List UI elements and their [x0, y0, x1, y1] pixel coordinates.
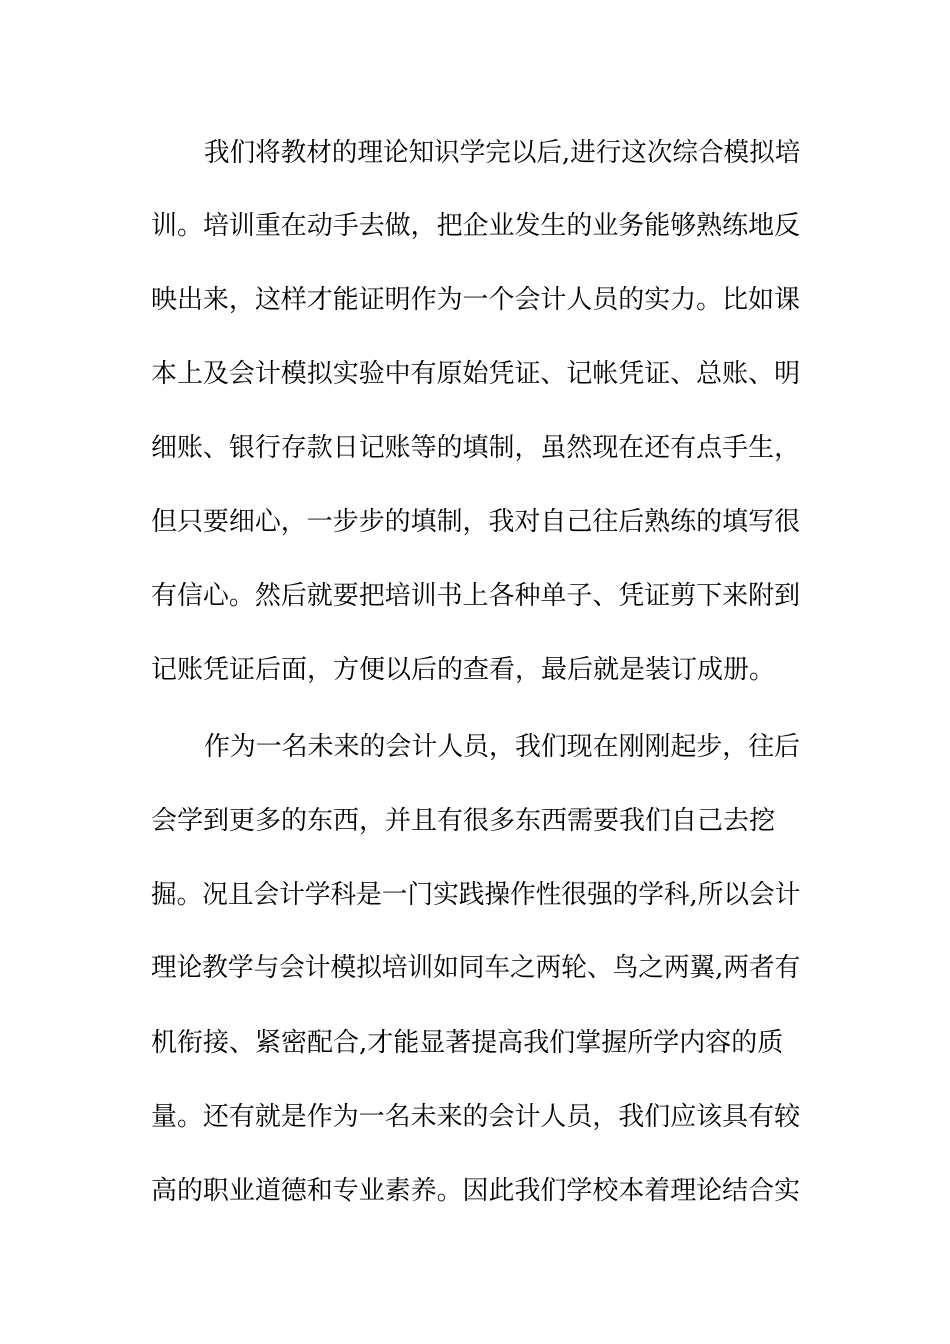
text-line [0, 801, 950, 841]
text-line [0, 206, 950, 246]
line-text: 作为一名未来的会计人员，我们现在刚刚起步，往后 [204, 732, 801, 762]
text-line [0, 727, 950, 767]
text-line [0, 354, 950, 394]
line-text: 会学到更多的东西，并且有很多东西需要我们自己去挖 [151, 806, 776, 836]
text-line [0, 428, 950, 468]
line-text: 有信心。然后就要把培训书上各种单子、凭证剪下来附到 [151, 581, 801, 611]
text-line [0, 576, 950, 616]
line-text: 记账凭证后面，方便以后的查看，最后就是装订成册。 [151, 655, 776, 685]
line-text: 映出来，这样才能证明作为一个会计人员的实力。比如课 [151, 285, 801, 315]
text-line [0, 1023, 950, 1063]
line-text: 量。还有就是作为一名未来的会计人员，我们应该具有较 [151, 1102, 801, 1132]
line-text: 机衔接、紧密配合,才能显著提高我们掌握所学内容的质 [151, 1028, 784, 1058]
text-line [0, 1171, 950, 1211]
text-line [0, 133, 950, 173]
line-text: 掘。况且会计学科是一门实践操作性很强的学科,所以会计 [151, 880, 801, 910]
line-text: 但只要细心，一步步的填制，我对自己往后熟练的填写很 [151, 507, 801, 537]
text-line [0, 1097, 950, 1137]
line-text: 我们将教材的理论知识学完以后,进行这次综合模拟培 [204, 138, 801, 168]
text-line [0, 948, 950, 988]
line-text: 理论教学与会计模拟培训如同车之两轮、鸟之两翼,两者有 [151, 953, 801, 983]
text-line [0, 650, 950, 690]
line-text: 本上及会计模拟实验中有原始凭证、记帐凭证、总账、明 [151, 359, 801, 389]
text-line [0, 502, 950, 542]
text-line [0, 280, 950, 320]
line-text: 细账、银行存款日记账等的填制，虽然现在还有点手生， [151, 433, 801, 463]
line-text: 训。培训重在动手去做，把企业发生的业务能够熟练地反 [151, 211, 801, 241]
text-line [0, 875, 950, 915]
line-text: 高的职业道德和专业素养。因此我们学校本着理论结合实 [151, 1176, 801, 1206]
